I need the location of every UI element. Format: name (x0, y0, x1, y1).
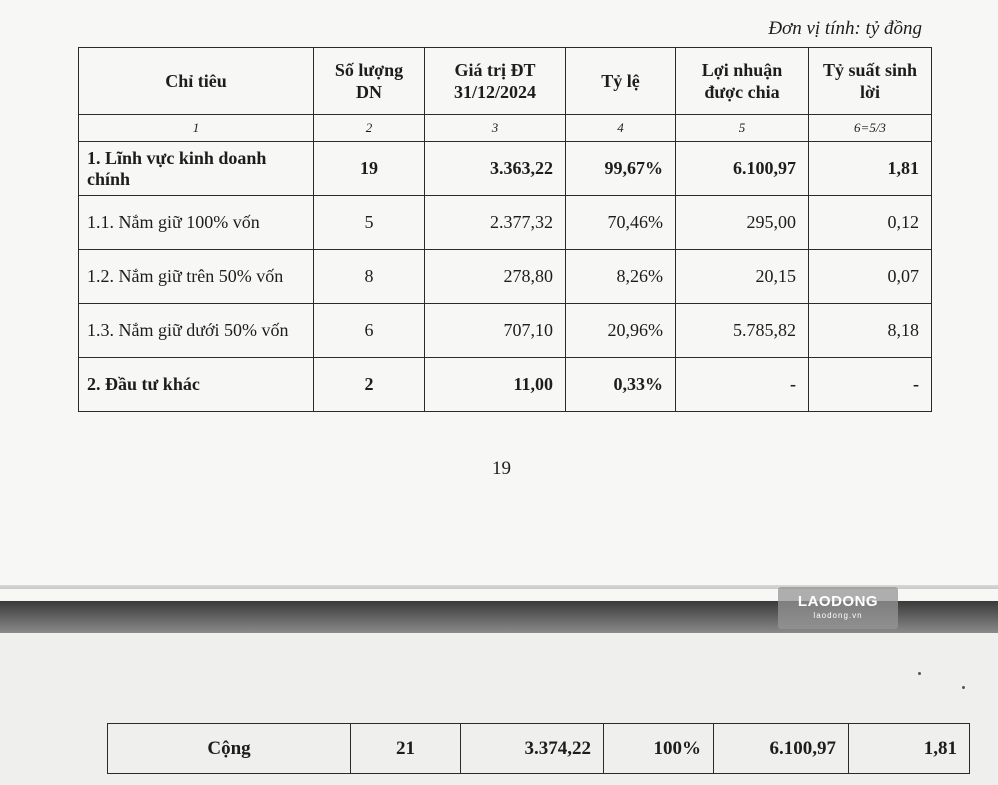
investment-table (78, 47, 932, 412)
row-profit: 6.100,97 (676, 142, 809, 196)
row-value: 278,80 (425, 250, 566, 304)
row-count: 5 (314, 196, 425, 250)
column-index: 1 (79, 115, 314, 142)
column-index-row (79, 115, 932, 142)
watermark-brand: LAODONG (797, 593, 879, 610)
row-label: 1.2. Nắm giữ trên 50% vốn (79, 250, 314, 304)
total-value: 3.374,22 (461, 724, 604, 774)
total-count: 21 (351, 724, 461, 774)
row-ratio: 0,33% (566, 358, 676, 412)
page-number: 19 (492, 458, 511, 479)
scan-speck (962, 686, 965, 689)
row-value: 11,00 (425, 358, 566, 412)
row-yield: - (809, 358, 932, 412)
table-row (79, 196, 932, 250)
table-header-row (79, 48, 932, 115)
row-count: 8 (314, 250, 425, 304)
scan-speck (918, 672, 921, 675)
column-index: 5 (676, 115, 809, 142)
row-label: 1.3. Nắm giữ dưới 50% vốn (79, 304, 314, 358)
row-profit: - (676, 358, 809, 412)
total-profit: 6.100,97 (714, 724, 849, 774)
header-profit: Lợi nhuận được chia (676, 48, 809, 115)
row-label: 1.1. Nắm giữ 100% vốn (79, 196, 314, 250)
row-value: 2.377,32 (425, 196, 566, 250)
row-profit: 295,00 (676, 196, 809, 250)
total-row (108, 724, 970, 774)
table-row (79, 358, 932, 412)
watermark-site: laodong.vn (813, 611, 863, 620)
column-index: 4 (566, 115, 676, 142)
total-yield: 1,81 (849, 724, 970, 774)
header-yield: Tỷ suất sinh lời (809, 48, 932, 115)
header-value: Giá trị ĐT 31/12/2024 (425, 48, 566, 115)
row-label: 1. Lĩnh vực kinh doanh chính (79, 142, 314, 196)
row-ratio: 20,96% (566, 304, 676, 358)
row-yield: 0,12 (809, 196, 932, 250)
column-index: 2 (314, 115, 425, 142)
row-yield: 1,81 (809, 142, 932, 196)
row-value: 707,10 (425, 304, 566, 358)
unit-note: Đơn vị tính: tỷ đồng (768, 18, 922, 39)
row-count: 6 (314, 304, 425, 358)
total-label: Cộng (108, 724, 351, 774)
table-row (79, 142, 932, 196)
row-yield: 8,18 (809, 304, 932, 358)
column-index: 3 (425, 115, 566, 142)
total-table (107, 723, 970, 774)
table-row (79, 250, 932, 304)
column-index: 6=5/3 (809, 115, 932, 142)
row-value: 3.363,22 (425, 142, 566, 196)
row-ratio: 8,26% (566, 250, 676, 304)
header-count: Số lượng DN (314, 48, 425, 115)
row-ratio: 70,46% (566, 196, 676, 250)
row-ratio: 99,67% (566, 142, 676, 196)
row-profit: 5.785,82 (676, 304, 809, 358)
laodong-watermark-logo (778, 587, 898, 629)
row-yield: 0,07 (809, 250, 932, 304)
header-indicator: Chỉ tiêu (79, 48, 314, 115)
row-label: 2. Đầu tư khác (79, 358, 314, 412)
row-count: 2 (314, 358, 425, 412)
row-count: 19 (314, 142, 425, 196)
table-row (79, 304, 932, 358)
header-ratio: Tỷ lệ (566, 48, 676, 115)
row-profit: 20,15 (676, 250, 809, 304)
total-ratio: 100% (604, 724, 714, 774)
